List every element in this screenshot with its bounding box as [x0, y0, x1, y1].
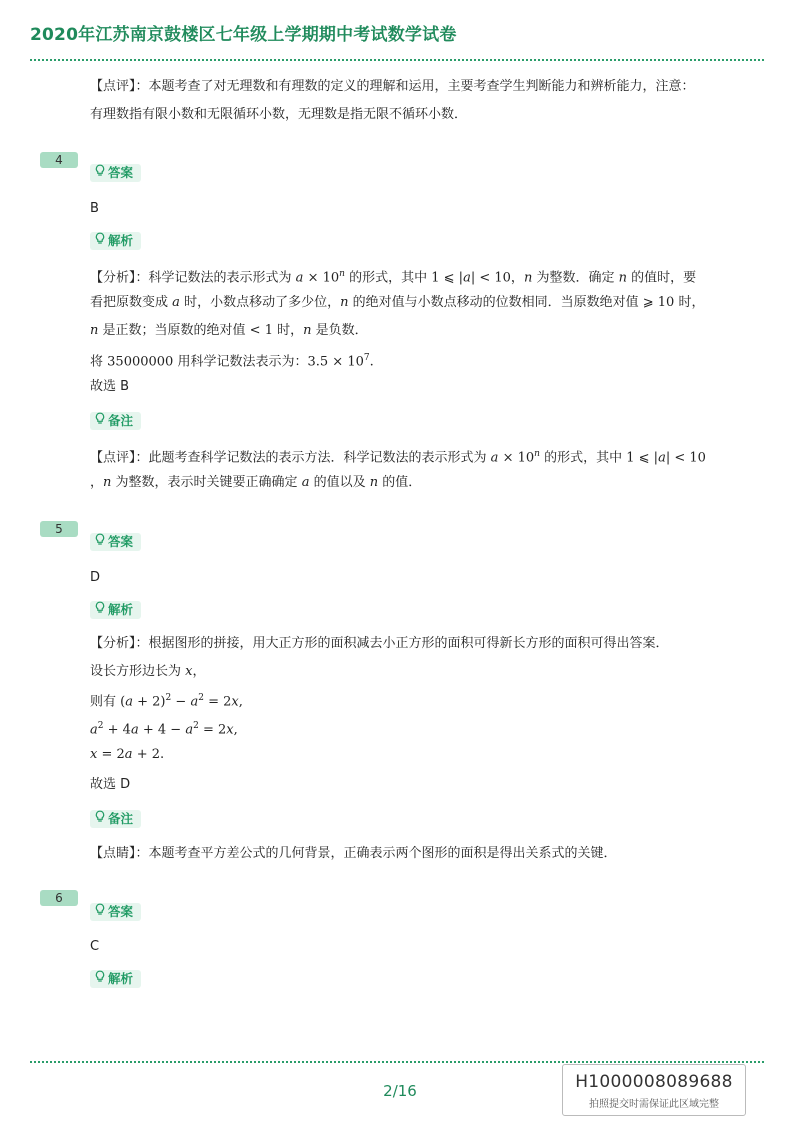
q4-analysis-line3: n 是正数；当原数的绝对值 < 1 时，n 是负数． [90, 323, 368, 338]
header-divider [30, 59, 764, 61]
bulb-icon [94, 164, 106, 182]
tag-label: 解析 [108, 233, 134, 248]
analysis-tag [90, 970, 141, 988]
analysis-tag [90, 601, 141, 619]
tag-label: 答案 [108, 904, 134, 919]
tag-label: 解析 [108, 971, 134, 986]
q4-analysis-line5: 故选 B [90, 379, 130, 394]
answer-tag [90, 164, 141, 182]
bulb-icon [94, 232, 106, 250]
analysis-tag [90, 232, 141, 250]
tag-label: 答案 [108, 165, 134, 180]
tag-label: 答案 [108, 534, 134, 549]
page-number: 2/16 [383, 1082, 417, 1100]
bulb-icon [94, 903, 106, 921]
q5-analysis-line4: $a^2 + 4a + 4 - a^2 = 2x$, [90, 721, 238, 738]
bulb-icon [94, 810, 106, 828]
note-tag [90, 810, 141, 828]
q3-comment-line2: 有理数指有限小数和无限循环小数，无理数是指无限不循环小数． [90, 107, 468, 122]
submission-code: H1000008089688 [575, 1072, 733, 1092]
q5-answer: D [90, 570, 101, 585]
q4-note-line2: ，n 为整数，表示时关键要正确确定 a 的值以及 n 的值． [90, 475, 422, 490]
question-number-6: 6 [40, 890, 78, 906]
note-tag [90, 412, 141, 430]
tag-label: 解析 [108, 602, 134, 617]
q5-analysis-line5: x = 2a + 2. [90, 747, 165, 762]
q4-analysis-line4: 将 35000000 用科学记数法表示为：$3.5 \times 10^7$. [90, 353, 374, 370]
answer-tag [90, 903, 141, 921]
question-number-4: 4 [40, 152, 78, 168]
tag-label: 备注 [108, 811, 134, 826]
q4-answer: B [90, 201, 99, 216]
q4-analysis-line2: 看把原数变成 a 时，小数点移动了多少位，n 的绝对值与小数点移动的位数相同．当原数绝对值 ⩾ 10 时， [90, 295, 705, 310]
q5-analysis-line6: 故选 D [90, 777, 131, 792]
bulb-icon [94, 601, 106, 619]
page-title: 2020年江苏南京鼓楼区七年级上学期期中考试数学试卷 [30, 25, 457, 45]
q5-analysis-line1: 【分析】：根据图形的拼接，用大正方形的面积减去小正方形的面积可得新长方形的面积可得出答案． [90, 636, 669, 651]
q6-answer: C [90, 939, 100, 954]
q5-analysis-line2: 设长方形边长为 x， [90, 664, 206, 679]
footer-divider [30, 1061, 764, 1063]
submission-hint: 拍照提交时需保证此区域完整 [589, 1099, 719, 1110]
q4-analysis-line1: 【分析】：科学记数法的表示形式为 a × 10$^n$ 的形式，其中 1 ⩽ |a| < 10，n 为整数．确定 n 的值时，要 [90, 269, 697, 286]
answer-tag [90, 533, 141, 551]
bulb-icon [94, 412, 106, 430]
q5-note-line1: 【点睛】：本题考查平方差公式的几何背景，正确表示两个图形的面积是得出关系式的关键． [90, 846, 617, 861]
bulb-icon [94, 970, 106, 988]
q5-analysis-line3: 则有 $(a + 2)^2 - a^2 = 2x$, [90, 693, 243, 710]
question-number-5: 5 [40, 521, 78, 537]
q3-comment-line1: 【点评】：本题考查了对无理数和有理数的定义的理解和运用，主要考查学生判断能力和辨析能力，注意： [90, 79, 695, 94]
q4-note-line1: 【点评】：此题考查科学记数法的表示方法．科学记数法的表示形式为 a × 10$^n$ 的形式，其中 1 ⩽ |a| < 10 [90, 449, 706, 466]
submission-code-box [562, 1064, 746, 1116]
bulb-icon [94, 533, 106, 551]
tag-label: 备注 [108, 413, 134, 428]
